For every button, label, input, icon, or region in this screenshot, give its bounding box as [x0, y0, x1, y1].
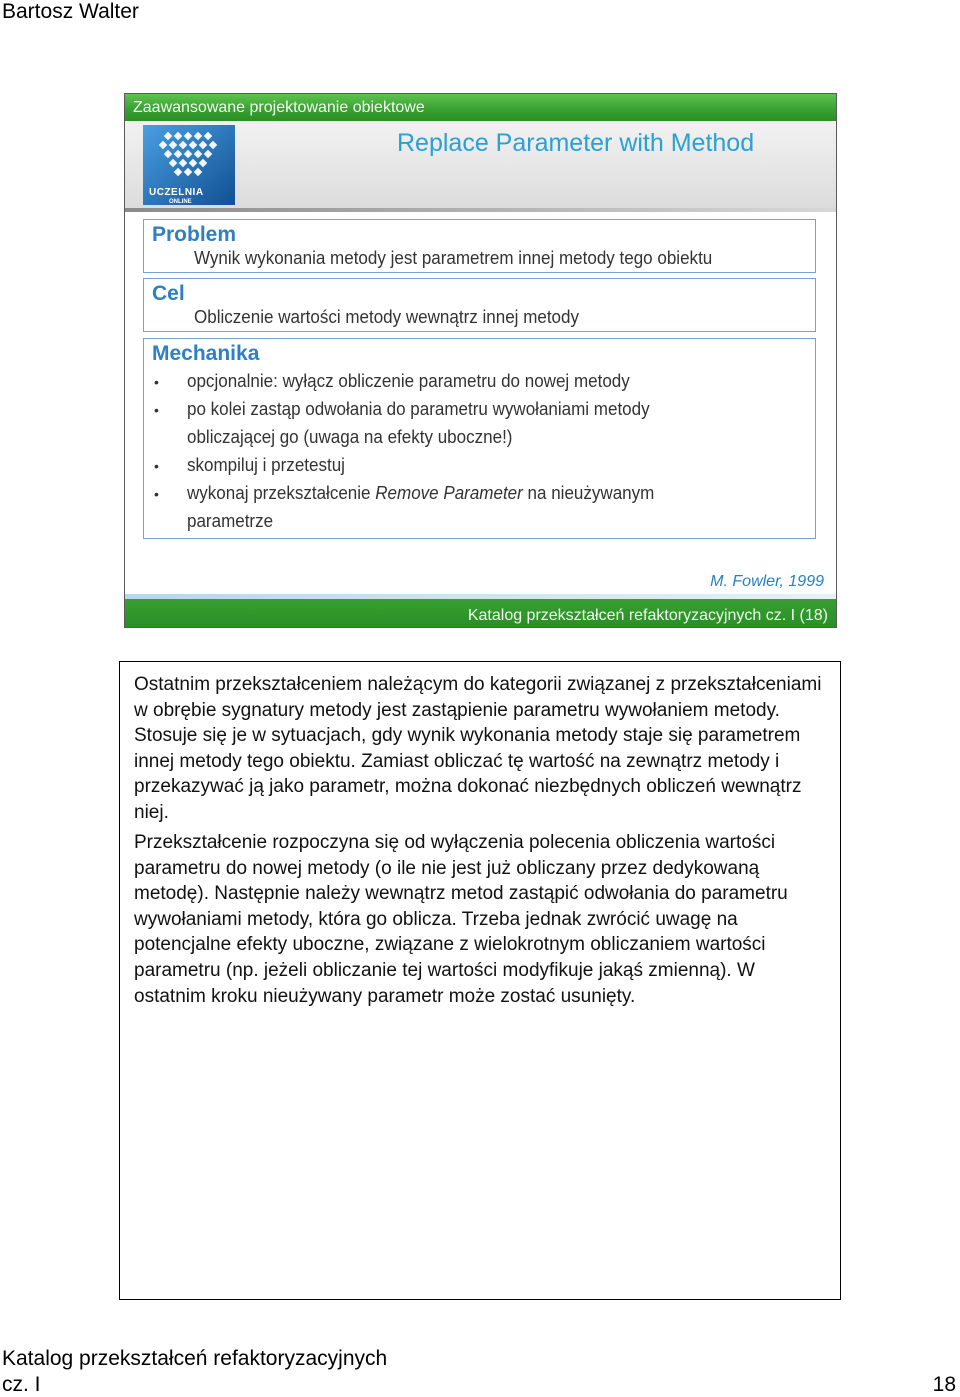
page-number: 18 [932, 1373, 956, 1396]
slide-title: Replace Parameter with Method [397, 129, 755, 157]
header-separator [125, 208, 836, 212]
slide-bottom-line [125, 594, 836, 599]
page-author: Bartosz Walter [2, 0, 139, 23]
mechanics-bullet-3: skompiluj i przetestuj [187, 454, 345, 475]
slide-source: M. Fowler, 1999 [710, 573, 824, 590]
mechanics-heading: Mechanika [152, 342, 260, 365]
bullet-4-suffix: na nieużywanym [522, 482, 655, 503]
page-footer-title: Katalog przekształceń refaktoryzacyjnych [2, 1347, 388, 1370]
course-title: Zaawansowane projektowanie obiektowe [133, 99, 425, 116]
bullet-icon: • [154, 486, 159, 502]
goal-heading: Cel [152, 282, 185, 305]
slide-top-bar [125, 94, 836, 121]
notes-paragraph-2: Przekształcenie rozpoczyna się od wyłączenia polecenia obliczenia wartości parametru do nowej metody (o ile nie jest już obliczany przez dedykowaną metodę). Następnie należy wewnątrz metod zastąpić odwołania do parametru wywołaniami metody, która go oblicza. Trzeba jednak zwrócić uwagę na potencjalne efekty uboczne, związane z wielokrotnym obliczaniem wartości parametru (np. jeżeli obliczanie tej wartości modyfikuje jakąś zmienną). W ostatnim kroku nieużywany parametr może zostać usunięty. [134, 832, 788, 1007]
logo-text-main: UCZELNIA [149, 187, 204, 198]
mechanics-bullet-4-line-2: parametrze [187, 510, 274, 531]
bullet-icon: • [154, 374, 159, 390]
goal-text: Obliczenie wartości metody wewnątrz innej metody [194, 306, 580, 327]
mechanics-bullet-2-line-2: obliczającej go (uwaga na efekty uboczne!) [187, 426, 513, 447]
notes-box [119, 661, 841, 1300]
problem-heading: Problem [152, 223, 237, 246]
mechanics-bullet-1: opcjonalnie: wyłącz obliczenie parametru do nowej metody [187, 370, 630, 391]
bullet-4-italic: Remove Parameter [375, 482, 523, 503]
mechanics-box [143, 338, 816, 539]
slide [124, 93, 837, 628]
mechanics-bullet-4 [187, 479, 654, 507]
problem-text: Wynik wykonania metody jest parametrem innej metody tego obiektu [194, 247, 713, 268]
bullet-icon: • [154, 402, 159, 418]
bullet-icon: • [154, 458, 159, 474]
mechanics-bullet-2-line-1: po kolei zastąp odwołania do parametru wywołaniami metody [187, 398, 650, 419]
bullet-4-prefix: wykonaj przekształcenie [187, 482, 376, 503]
problem-box [143, 219, 816, 273]
logo-text-sub: ONLINE [169, 199, 192, 205]
page-footer-part: cz. I [2, 1373, 41, 1396]
notes-paragraph-1: Ostatnim przekształceniem należącym do kategorii związanej z przekształceniami w obrębie sygnatury metody jest zastąpienie parametru wywołaniem metody. Stosuje się je w sytuacjach, gdy wynik wykonania metody staje się parametrem innej metody tego obiektu. Zamiast obliczać tę wartość na zewnątrz metody i przekazywać ją jako parametr, można dokonać niezbędnych obliczeń wewnątrz niej. [134, 674, 822, 823]
goal-box [143, 278, 816, 332]
slide-footer: Katalog przekształceń refaktoryzacyjnych cz. I (18) [467, 607, 828, 624]
